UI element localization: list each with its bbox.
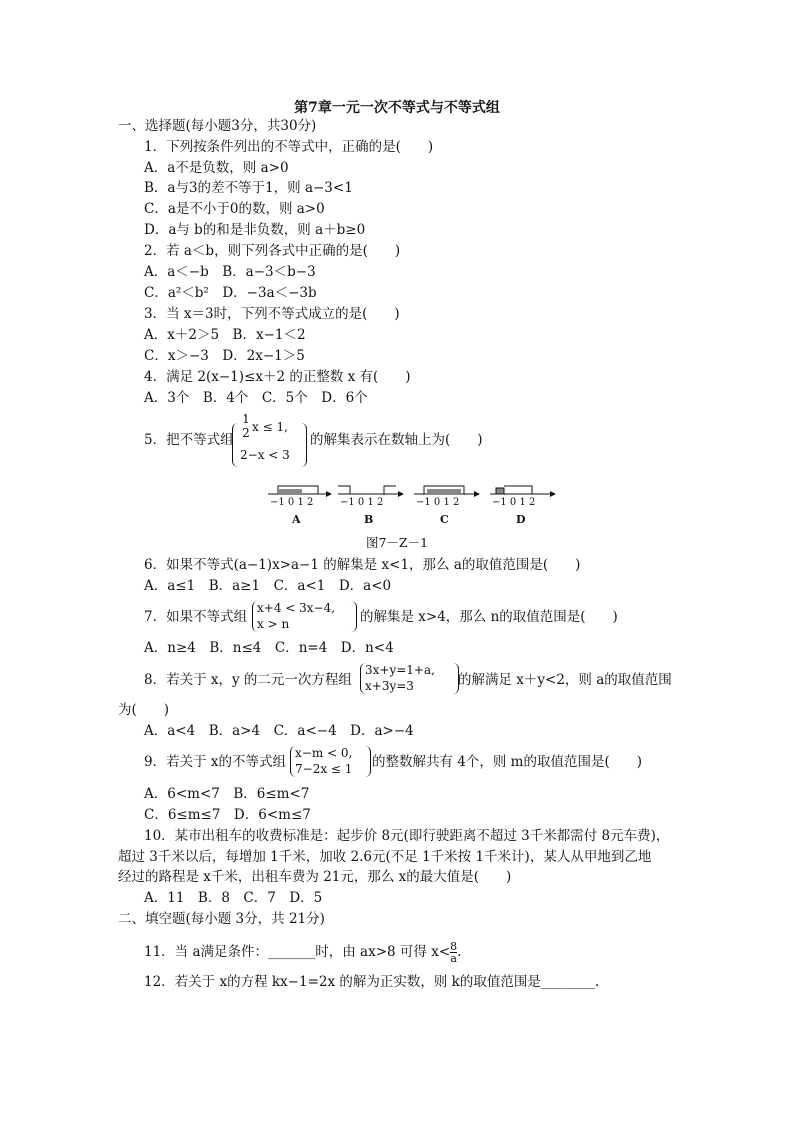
q9-sys2: 7−2x ≤ 1 — [295, 762, 353, 776]
q5-sys2: 2−x < 3 — [240, 448, 290, 462]
number-line-a-label: A — [292, 513, 301, 526]
q5-sys1-num: 1 — [242, 412, 250, 426]
solution-left — [338, 486, 350, 494]
q7-sys2: x > n — [257, 617, 290, 631]
section-1-heading: 一、选择题(每小题3分，共30分) — [118, 118, 317, 134]
q2-options-row2: C．a²＜b² D．−3a＜−3b — [144, 285, 317, 301]
q6-options-row1: A．a≤1 B．a≥1 C．a<1 D．a<0 — [144, 578, 392, 594]
q1-option-d: D．a与 b的和是非负数，则 a＋b≥0 — [144, 222, 366, 238]
q10-options-row1: A．11 B．8 C．7 D．5 — [144, 890, 323, 906]
number-line-c-label: C — [440, 513, 449, 526]
arrow — [398, 491, 404, 497]
q10-line1: 10．某市出租车的收费标准是：起步价 8元(即行驶距离不超过 3千米都需付 8元车费)， — [144, 828, 670, 844]
q11-post: . — [457, 944, 462, 960]
q9-pre: 9．若关于 x的不等式组 — [144, 754, 286, 770]
q7-inequality-system — [252, 600, 362, 634]
arrow — [474, 491, 480, 497]
q8-sys2: x+3y=3 — [365, 679, 414, 693]
q11-den: a — [450, 952, 457, 965]
q3-stem: 3．当 x＝3时，下列不等式成立的是( ) — [144, 306, 400, 322]
q5-sys1-rest: x ≤ 1, — [252, 420, 288, 434]
arrow — [550, 491, 556, 497]
solution-bracket — [504, 486, 532, 494]
right-brace — [300, 423, 307, 467]
number-line-c-ticks: −1 0 1 2 — [416, 497, 460, 508]
q6-stem: 6．如果不等式(a−1)x>a−1 的解集是 x<1，那么 a的取值范围是( ) — [144, 557, 581, 573]
q11-text — [144, 941, 461, 964]
q3-options-row2: C．x＞−3 D．2x−1＞5 — [144, 348, 305, 364]
page-title: 第7章一元一次不等式与不等式组 — [294, 100, 500, 116]
q8-pre: 8．若关于 x，y 的二元一次方程组 — [144, 672, 352, 688]
q12-text: 12．若关于 x的方程 kx−1=2x 的解为正实数，则 k的取值范围是________. — [144, 974, 600, 990]
q5-inequality-system — [232, 413, 314, 469]
q2-stem: 2．若 a＜b，则下列各式中正确的是( ) — [144, 243, 401, 259]
figure-caption: 图7－Z－1 — [365, 535, 429, 550]
q5-sys1-fraction — [241, 413, 251, 439]
q8-options-row1: A．a<4 B．a>4 C．a<−4 D．a>−4 — [144, 723, 414, 739]
number-line-d-ticks: −1 0 1 2 — [492, 497, 536, 508]
q8-cont: 为( ) — [118, 702, 170, 718]
q1-option-b: B．a与3的差不等于1，则 a−3<1 — [144, 180, 353, 196]
q10-line2: 超过 3千米以后，每增加 1千米，加收 2.6元(不足 1千米按 1千米计)，某人从甲地到乙地 — [118, 849, 652, 865]
q3-options-row1: A．x＋2＞5 B．x−1＜2 — [144, 327, 306, 343]
q9-options-row2: C．6≤m≤7 D．6<m≤7 — [144, 807, 311, 823]
q8-post: 的解满足 x＋y<2，则 a的取值范围 — [458, 672, 672, 688]
q4-options-row1: A．3个 B．4个 C．5个 D．6个 — [144, 390, 368, 406]
number-line-b-ticks: −1 0 1 2 — [340, 497, 384, 508]
solution-right — [384, 486, 396, 494]
q8-sys1: 3x+y=1+a, — [365, 663, 435, 677]
q5-sys1-den: 2 — [242, 426, 250, 440]
q1-stem: 1．下列按条件列出的不等式中，正确的是( ) — [144, 139, 434, 155]
q5-post: 的解集表示在数轴上为( ) — [310, 432, 483, 448]
q10-line3: 经过的路程是 x千米，出租车费为 21元，那么 x的最大值是( ) — [118, 869, 512, 885]
q2-options-row1: A．a＜−b B．a−3＜b−3 — [144, 264, 316, 280]
number-line-d-label: D — [516, 513, 526, 526]
q7-sys1: x+4 < 3x−4, — [257, 601, 336, 615]
arrow — [326, 491, 332, 497]
number-line-a-ticks: −1 0 1 2 — [270, 497, 314, 508]
q9-inequality-system — [290, 745, 374, 779]
q7-options-row1: A．n≥4 B．n≤4 C．n=4 D．n<4 — [144, 640, 394, 656]
q8-equation-system — [360, 662, 460, 696]
right-brace — [364, 746, 371, 777]
section-2-heading: 二、填空题(每小题 3分，共 21分) — [118, 911, 325, 927]
number-line-b-label: B — [364, 513, 374, 526]
q4-stem: 4．满足 2(x−1)≤x＋2 的正整数 x 有( ) — [144, 369, 411, 385]
q1-option-c: C．a是不小于0的数，则 a>0 — [144, 201, 325, 217]
q5-pre: 5．把不等式组 — [144, 432, 234, 448]
q11-pre: 11．当 a满足条件：_______时，由 ax>8 可得 x< — [144, 944, 451, 960]
q1-option-a: A．a不是负数，则 a>0 — [144, 160, 289, 176]
q9-sys1: x−m < 0, — [295, 746, 353, 760]
q11-num: 8 — [450, 940, 458, 953]
q9-post: 的整数解共有 4个，则 m的取值范围是( ) — [372, 754, 643, 770]
q7-post: 的解集是 x>4，那么 n的取值范围是( ) — [360, 609, 618, 625]
right-brace — [350, 601, 357, 632]
q9-options-row1: A．6<m<7 B．6≤m<7 — [144, 786, 310, 802]
left-brace — [232, 423, 239, 467]
q7-pre: 7．如果不等式组 — [144, 609, 248, 625]
